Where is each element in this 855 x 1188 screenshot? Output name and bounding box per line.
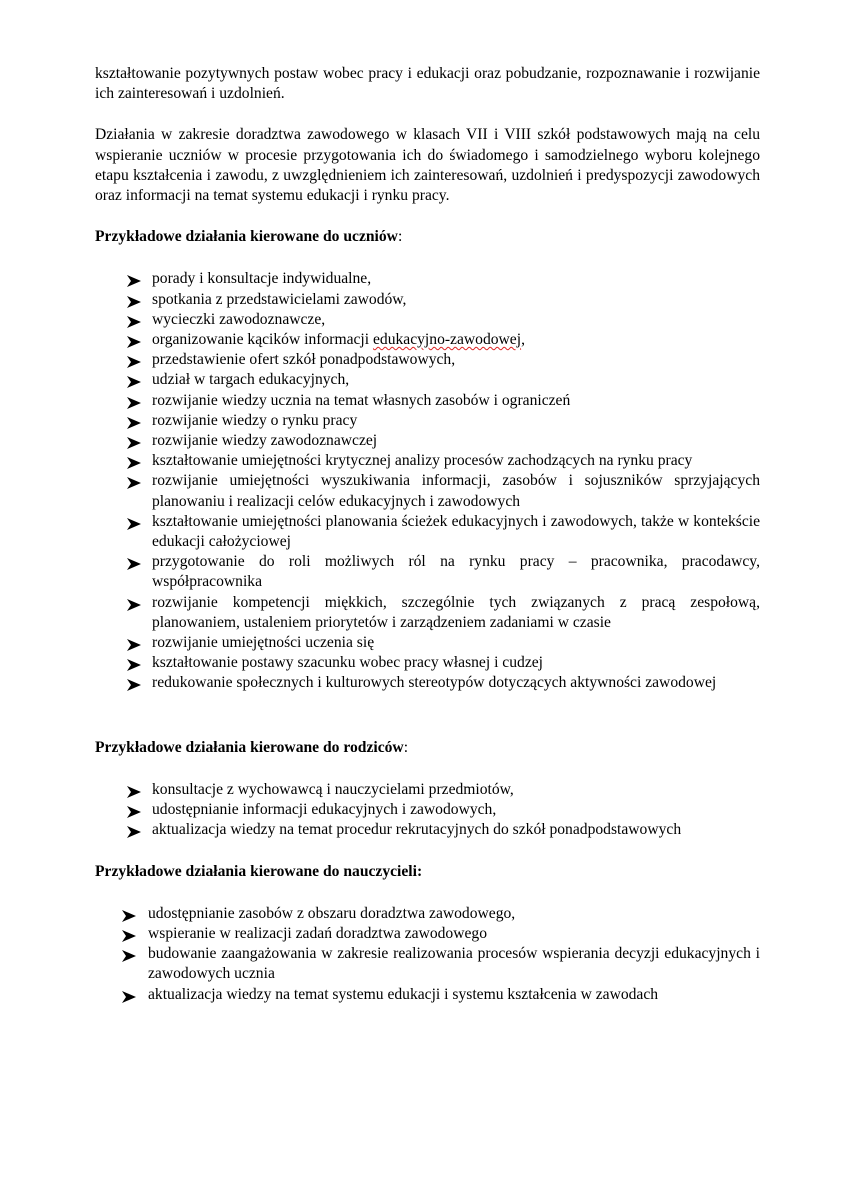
arrowhead-bullet-icon — [127, 435, 141, 447]
arrowhead-bullet-icon — [127, 415, 141, 427]
list-item: rozwijanie wiedzy o rynku pracy — [95, 411, 760, 431]
list-item: udział w targach edukacyjnych, — [95, 370, 760, 390]
arrowhead-bullet-icon — [127, 677, 141, 689]
list-item: kształtowanie umiejętności planowania ścieżek edukacyjnych i zawodowych, także w kontekście edukacji całożyciowej — [95, 512, 760, 552]
arrowhead-bullet-icon — [127, 374, 141, 386]
arrowhead-bullet-icon — [127, 824, 141, 836]
list-item: wycieczki zawodoznawcze, — [95, 310, 760, 330]
list-item: porady i konsultacje indywidualne, — [95, 269, 760, 289]
main-paragraph: Działania w zakresie doradztwa zawodowego w klasach VII i VIII szkół podstawowych mają na celu wspieranie uczniów w procesie przygotowania ich do świadomego i samodzielnego wyboru kolejnego etapu kształcenia i zawodu, z uwzględnieniem ich zainteresowań, uzdolnień i predyspozycji zawodowych oraz informacji na temat systemu edukacji i rynku pracy. — [95, 126, 760, 205]
arrowhead-bullet-icon — [127, 354, 141, 366]
list-item: rozwijanie kompetencji miękkich, szczególnie tych związanych z pracą zespołową, planowaniem, ustaleniem priorytetów i zarządzeniem zadaniami w czasie — [95, 593, 760, 633]
list-item: budowanie zaangażowania w zakresie realizowania procesów wspierania decyzji edukacyjnych i zawodowych ucznia — [95, 944, 760, 984]
arrowhead-bullet-icon — [127, 395, 141, 407]
section-heading-students: Przykładowe działania kierowane do uczniów: — [95, 228, 403, 246]
arrowhead-bullet-icon — [127, 455, 141, 467]
arrowhead-bullet-icon — [127, 294, 141, 306]
arrowhead-bullet-icon — [127, 334, 141, 346]
list-item: organizowanie kącików informacji edukacyjno-zawodowej, — [95, 330, 760, 350]
arrowhead-bullet-icon — [127, 556, 141, 568]
arrowhead-bullet-icon — [127, 804, 141, 816]
list-teachers — [95, 904, 760, 1005]
list-item: rozwijanie umiejętności wyszukiwania informacji, zasobów i sojuszników sprzyjających planowaniu i realizacji celów edukacyjnych i zawodowych — [95, 471, 760, 511]
list-item: rozwijanie umiejętności uczenia się — [95, 633, 760, 653]
list-item: udostępnianie informacji edukacyjnych i zawodowych, — [95, 800, 760, 820]
list-item: udostępnianie zasobów z obszaru doradztwa zawodowego, — [95, 904, 760, 924]
section-heading-parents: Przykładowe działania kierowane do rodziców: — [95, 738, 409, 756]
arrowhead-bullet-icon — [127, 273, 141, 285]
arrowhead-bullet-icon — [122, 948, 136, 960]
arrowhead-bullet-icon — [127, 516, 141, 528]
list-item: przedstawienie ofert szkół ponadpodstawowych, — [95, 350, 760, 370]
arrowhead-bullet-icon — [127, 597, 141, 609]
document-page — [95, 64, 760, 1005]
arrowhead-bullet-icon — [127, 637, 141, 649]
list-parents — [95, 780, 760, 841]
intro-paragraph: kształtowanie pozytywnych postaw wobec pracy i edukacji oraz pobudzanie, rozpoznawanie i rozwijanie ich zainteresowań i uzdolnień. — [95, 65, 760, 103]
arrowhead-bullet-icon — [122, 908, 136, 920]
list-item: aktualizacja wiedzy na temat procedur rekrutacyjnych do szkół ponadpodstawowych — [95, 820, 760, 840]
arrowhead-bullet-icon — [122, 989, 136, 1001]
arrowhead-bullet-icon — [122, 928, 136, 940]
list-item: wspieranie w realizacji zadań doradztwa zawodowego — [95, 924, 760, 944]
list-item: kształtowanie umiejętności krytycznej analizy procesów zachodzących na rynku pracy — [95, 451, 760, 471]
list-item: konsultacje z wychowawcą i nauczycielami przedmiotów, — [95, 780, 760, 800]
section-heading-teachers: Przykładowe działania kierowane do nauczycieli: — [95, 862, 423, 880]
arrowhead-bullet-icon — [127, 784, 141, 796]
spellcheck-flagged-word[interactable]: edukacyjno-zawodowej — [372, 331, 522, 349]
list-item: rozwijanie wiedzy ucznia na temat własnych zasobów i ograniczeń — [95, 391, 760, 411]
arrowhead-bullet-icon — [127, 314, 141, 326]
list-students — [95, 269, 760, 693]
list-item: aktualizacja wiedzy na temat systemu edukacji i systemu kształcenia w zawodach — [95, 985, 760, 1005]
list-item: spotkania z przedstawicielami zawodów, — [95, 290, 760, 310]
list-item: redukowanie społecznych i kulturowych stereotypów dotyczących aktywności zawodowej — [95, 673, 760, 693]
list-item: przygotowanie do roli możliwych ról na rynku pracy – pracownika, pracodawcy, współpracownika — [95, 552, 760, 592]
arrowhead-bullet-icon — [127, 657, 141, 669]
list-item: kształtowanie postawy szacunku wobec pracy własnej i cudzej — [95, 653, 760, 673]
arrowhead-bullet-icon — [127, 475, 141, 487]
list-item: rozwijanie wiedzy zawodoznawczej — [95, 431, 760, 451]
